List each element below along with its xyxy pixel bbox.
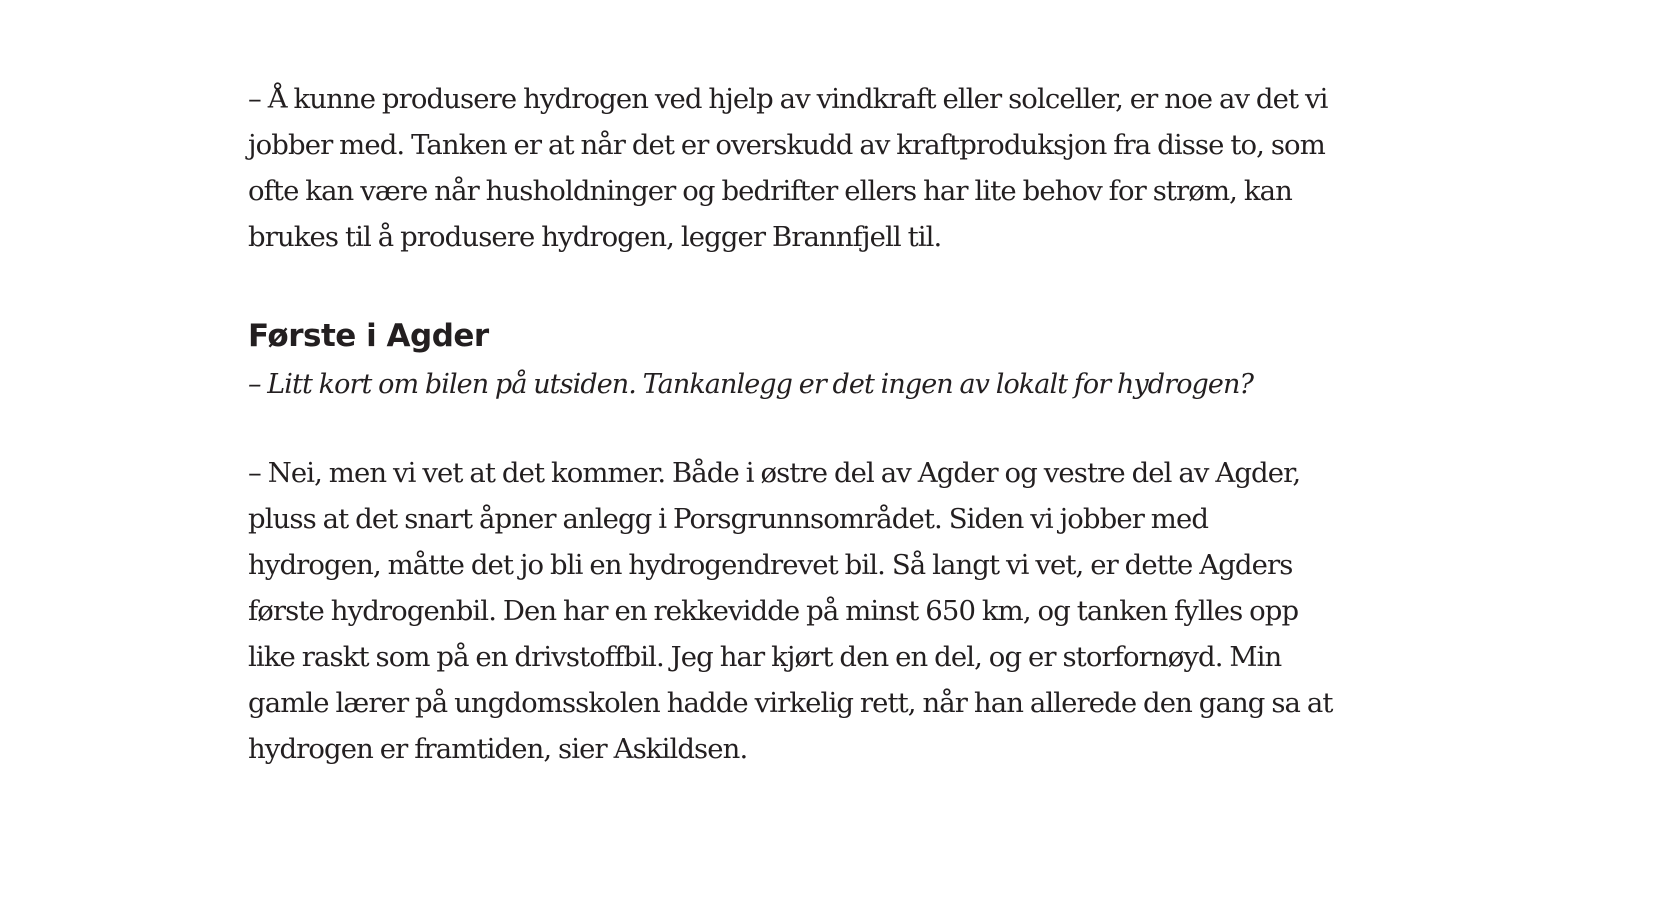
intro-line: jobber med. Tanken er at når det er overskudd av kraftproduksjon fra disse to, som [248, 129, 1325, 161]
intro-line: ofte kan være når husholdninger og bedrifter ellers har lite behov for strøm, kan [248, 175, 1292, 207]
intro-line: brukes til å produsere hydrogen, legger Brannfjell til. [248, 221, 942, 253]
answer-line: hydrogen, måtte det jo bli en hydrogendrevet bil. Så langt vi vet, er dette Agders [248, 549, 1293, 581]
answer-line: pluss at det snart åpner anlegg i Porsgrunnsområdet. Siden vi jobber med [248, 503, 1209, 535]
section-heading: Første i Agder [248, 318, 489, 354]
answer-line: – Nei, men vi vet at det kommer. Både i østre del av Agder og vestre del av Agder, [248, 457, 1301, 489]
article-body [248, 76, 1428, 772]
intro-line: – Å kunne produsere hydrogen ved hjelp av vindkraft eller solceller, er noe av det vi [248, 83, 1328, 115]
interview-question: – Litt kort om bilen på utsiden. Tankanlegg er det ingen av lokalt for hydrogen? [248, 369, 1254, 400]
answer-line: like raskt som på en drivstoffbil. Jeg har kjørt den en del, og er storfornøyd. Min [248, 641, 1282, 673]
answer-line: gamle lærer på ungdomsskolen hadde virkelig rett, når han allerede den gang sa at [248, 687, 1333, 719]
answer-paragraph [248, 450, 1428, 772]
answer-line: første hydrogenbil. Den har en rekkevidde på minst 650 km, og tanken fylles opp [248, 595, 1299, 627]
intro-paragraph [248, 76, 1428, 260]
answer-line: hydrogen er framtiden, sier Askildsen. [248, 733, 748, 765]
